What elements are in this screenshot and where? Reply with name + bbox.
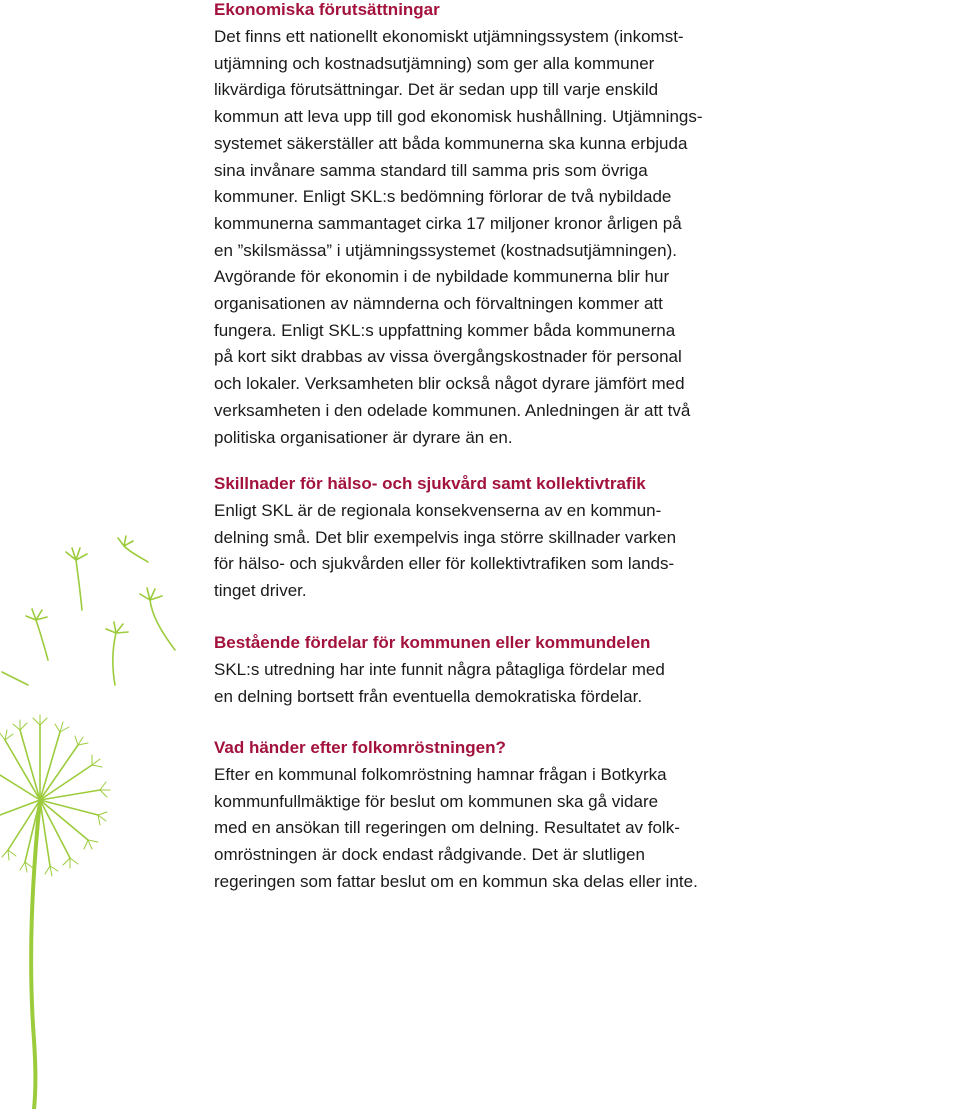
section-lasting-advantages bbox=[214, 633, 665, 710]
section-heading: Skillnader för hälso- och sjukvård samt kollektivtrafik bbox=[214, 474, 646, 493]
text-line: med en ansökan till regeringen om delning. Resultatet av folk- bbox=[214, 818, 680, 838]
text-line: omröstningen är dock endast rådgivande. Det är slutligen bbox=[214, 845, 645, 865]
text-line: för hälso- och sjukvården eller för kollektivtrafiken som lands- bbox=[214, 554, 675, 574]
text-line: delning små. Det blir exempelvis inga större skillnader varken bbox=[214, 527, 677, 547]
text-line: kommun att leva upp till god ekonomisk hushållning. Utjämnings- bbox=[214, 107, 703, 127]
text-line: kommuner. Enligt SKL:s bedömning förlorar de två nybildade bbox=[214, 187, 672, 207]
text-line: och lokaler. Verksamheten blir också något dyrare jämfört med bbox=[214, 374, 685, 394]
text-line: utjämning och kostnadsutjämning) som ger alla kommuner bbox=[214, 53, 655, 73]
text-line: systemet säkerställer att båda kommunerna ska kunna erbjuda bbox=[214, 133, 688, 153]
section-body bbox=[214, 657, 665, 710]
section-heading: Vad händer efter folkomröstningen? bbox=[214, 738, 506, 757]
text-line: regeringen som fattar beslut om en kommun ska delas eller inte. bbox=[214, 871, 698, 891]
text-line: SKL:s utredning har inte funnit några påtagliga fördelar med bbox=[214, 660, 665, 679]
text-line: Efter en kommunal folkomröstning hamnar frågan i Botkyrka bbox=[214, 765, 667, 784]
text-line: verksamheten i den odelade kommunen. Anledningen är att två bbox=[214, 400, 691, 420]
section-body bbox=[214, 762, 698, 896]
section-economic-conditions bbox=[214, 0, 703, 451]
text-line: en ”skilsmässa” i utjämningssystemet (kostnadsutjämningen). bbox=[214, 240, 677, 260]
text-line: politiska organisationer är dyrare än en. bbox=[214, 427, 513, 447]
section-healthcare-transport bbox=[214, 474, 676, 605]
text-line: Enligt SKL är de regionala konsekvenserna av en kommun- bbox=[214, 501, 662, 520]
text-line: organisationen av nämnderna och förvaltningen kommer att bbox=[214, 294, 663, 314]
text-line: tinget driver. bbox=[214, 581, 307, 601]
text-line: fungera. Enligt SKL:s uppfattning kommer båda kommunerna bbox=[214, 320, 676, 340]
dandelion-illustration-icon bbox=[0, 0, 210, 1109]
text-line: en delning bortsett från eventuella demokratiska fördelar. bbox=[214, 686, 643, 706]
section-after-referendum bbox=[214, 738, 698, 896]
section-heading: Ekonomiska förutsättningar bbox=[214, 0, 440, 19]
text-line: kommunerna sammantaget cirka 17 miljoner kronor årligen på bbox=[214, 213, 682, 233]
section-body bbox=[214, 24, 703, 451]
text-line: Avgörande för ekonomin i de nybildade kommunerna blir hur bbox=[214, 267, 670, 287]
text-line: sina invånare samma standard till samma pris som övriga bbox=[214, 160, 648, 180]
text-line: Det finns ett nationellt ekonomiskt utjämningssystem (inkomst- bbox=[214, 27, 684, 46]
text-line: kommunfullmäktige för beslut om kommunen ska gå vidare bbox=[214, 791, 659, 811]
section-heading: Bestående fördelar för kommunen eller kommundelen bbox=[214, 633, 651, 652]
text-line: på kort sikt drabbas av vissa övergångskostnader för personal bbox=[214, 347, 682, 367]
text-line: likvärdiga förutsättningar. Det är sedan upp till varje enskild bbox=[214, 80, 659, 100]
section-body bbox=[214, 498, 676, 605]
